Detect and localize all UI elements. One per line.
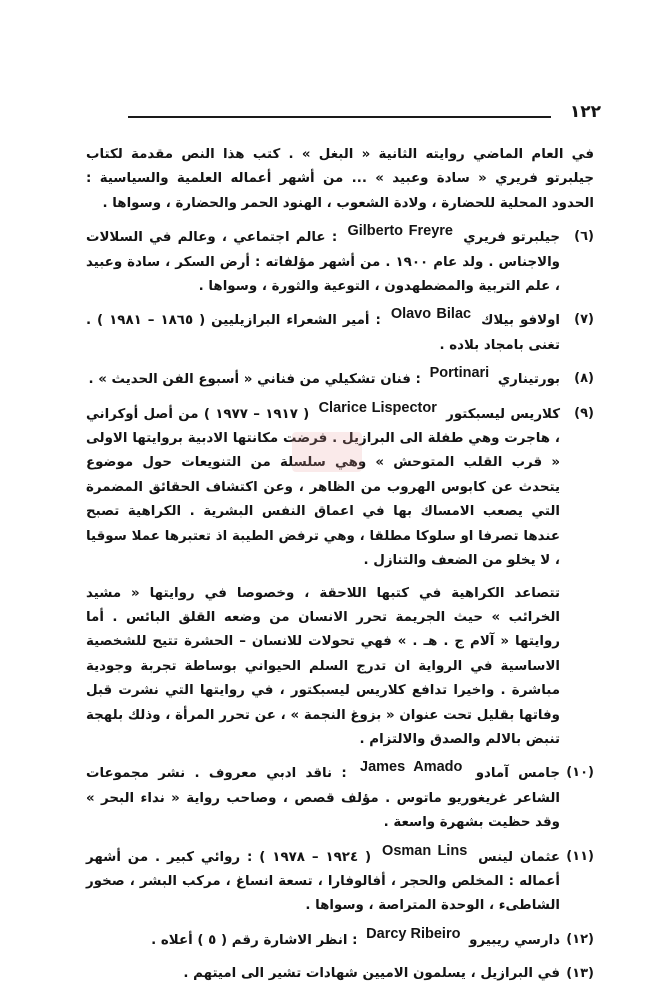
footnote-13 bbox=[86, 962, 594, 986]
name-arabic: اولافو بيلاك bbox=[481, 313, 561, 329]
footnote-12 bbox=[86, 925, 594, 953]
footnote-description: : انظر الاشارة رقم ( ٥ ) أعلاه . bbox=[151, 932, 358, 948]
footnote-number: (٩) bbox=[574, 405, 594, 421]
footnote-11 bbox=[86, 842, 594, 919]
footnote-text bbox=[86, 308, 560, 358]
footnote-number: (٨) bbox=[574, 371, 594, 387]
footnote-text bbox=[86, 225, 560, 299]
name-arabic: كلاريس ليسبكتور bbox=[446, 406, 560, 422]
footnote-number: (١٠) bbox=[566, 765, 594, 781]
footnote-description: : فنان تشكيلي من فناني « أسبوع الفن الحديث » . bbox=[88, 372, 421, 388]
footnote-text bbox=[86, 925, 560, 953]
name-arabic: جيلبرتو فريري bbox=[463, 230, 560, 246]
footnote-continuation: تتصاعد الكراهية في كتبها اللاحقة ، وخصوصا في روايتها « مشيد الخرائب » حيث الجريمة تحرر الانسان من وضعه القلق البائس . أما روايتها « آلام ج . هـ . » فهي تحولات للانسان – الحشرة تتيح للشخصية الاساسية في الرواية ان تدرج السلم الحيواني بوساطة تجربة وجودية مباشرة . واخيرا تدافع كلاريس ليسبكتور ، في روايتها التي نشرت قبل وفاتها بقليل تحت عنوان « بزوغ النجمة » ، عن تحرر المرأة ، وذلك بلهجة تنبض بالالم والصدق والالتزام . bbox=[86, 585, 560, 747]
footnote-7 bbox=[86, 308, 594, 358]
name-latin: Darcy Ribeiro bbox=[366, 925, 461, 942]
footnote-description: ( ١٩٢٤ – ١٩٧٨ ) : روائي كبير . من أشهر أعماله : المخلص والحجر ، أفالوفارا ، تسعة انساغ ، مركب البشر ، صخور الشاطىء ، الوحدة المتراصة ، وسواها . bbox=[86, 849, 560, 914]
footnote-description: ( ١٩١٧ – ١٩٧٧ ) من أصل أوكراني ، هاجرت وهي طفلة الى البرازيل . فرضت مكانتها الادبية بروايتها الاولى « قرب القلب المتوحش » وهي سلسلة من التنويعات حول موضوع يتحدث عن كابوس الهروب من الظاهر ، وعن اكتشاف الحقائق المضمرة التي يصعب الامساك بها في اعماق النفس البشرية . الكراهية تصبح عندها تصرفا او سلوكا مطلقا ، وهي ترفض الطيبة اذ تعتبرها عملا سوقيا ، لا يخلو من الضعف والتنازل . bbox=[86, 406, 560, 569]
footnote-8 bbox=[86, 367, 594, 392]
footnote-description: : أمير الشعراء البرازيليين ( ١٨٦٥ – ١٩٨١ ) . تغنى بامجاد بلاده . bbox=[86, 313, 560, 353]
footnote-text bbox=[86, 367, 560, 392]
name-arabic: بورتيناري bbox=[497, 372, 560, 388]
footnote-10 bbox=[86, 761, 594, 835]
name-latin: Olavo Bilac bbox=[390, 306, 472, 323]
name-latin: Clarice Lispector bbox=[318, 399, 437, 416]
footnote-text bbox=[86, 842, 560, 919]
footnote-text bbox=[86, 399, 560, 753]
header-rule bbox=[128, 116, 551, 118]
name-arabic: عثمان لينس bbox=[478, 849, 560, 865]
footnote-text bbox=[86, 761, 560, 835]
name-latin: James Amado bbox=[360, 759, 463, 776]
page-number: ١٢٢ bbox=[569, 102, 601, 122]
footnote-9 bbox=[86, 399, 594, 753]
footnote-description: : عالم اجتماعي ، وعالم في السلالات والاجناس . ولد عام ١٩٠٠ . من أشهر مؤلفاته : أرض السكر ، سادة وعبيد ، علم التربية والمضطهدون ، التوعية والثورة ، وسواها . bbox=[86, 230, 560, 295]
name-arabic: جامس آمادو bbox=[475, 766, 560, 782]
footnote-number: (٧) bbox=[574, 312, 594, 328]
footnote-number: (١٣) bbox=[566, 966, 594, 982]
footnote-number: (١٢) bbox=[566, 931, 594, 947]
name-latin: Gilberto Freyre bbox=[347, 223, 453, 240]
footnote-6 bbox=[86, 225, 594, 299]
name-latin: Portinari bbox=[429, 365, 490, 382]
footnote-number: (١١) bbox=[566, 848, 594, 864]
footnote-number: (٦) bbox=[574, 229, 594, 245]
page-body bbox=[86, 143, 594, 987]
footnote-description: في البرازيل ، يسلمون الاميين شهادات تشير الى اميتهم . bbox=[183, 966, 560, 982]
footnote-description: : ناقد ادبي معروف . نشر مجموعات الشاعر غريغوريو ماتوس . مؤلف قصص ، وصاحب رواية « نداء البحر » وقد حظيت بشهرة واسعة . bbox=[86, 766, 560, 831]
footnote-text bbox=[86, 962, 560, 986]
page-header bbox=[128, 100, 601, 126]
intro-paragraph: في العام الماضي روايته الثانية « البغل » . كتب هذا النص مقدمة لكتاب جيلبرتو فريري « سادة وعبيد » ... من أشهر أعماله العلمية والسياسية : الحدود المحلية للحضارة ، ولادة الشعوب ، الهنود الحمر والحضارة ، وسواها . bbox=[86, 147, 594, 211]
name-arabic: دارسي ريبيرو bbox=[469, 932, 560, 948]
name-latin: Osman Lins bbox=[382, 842, 468, 859]
